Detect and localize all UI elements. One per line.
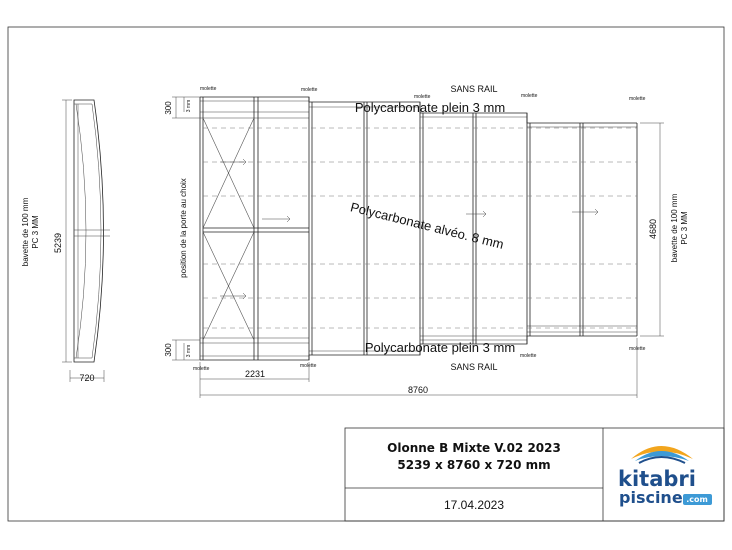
kitabri-logo (618, 446, 712, 507)
side-label-line1: bavette de 100 mm (21, 197, 30, 267)
logo-text-piscine: piscine (619, 488, 683, 507)
dim-3mm-bottom: 3 mm (186, 344, 192, 358)
door-bracing (203, 118, 309, 340)
side-label-line2: PC 3 MM (31, 215, 40, 249)
side-profile-outer (74, 100, 104, 362)
dim-300-bottom: 300 (164, 343, 173, 357)
drawing-date: 17.04.2023 (443, 498, 505, 512)
molette-label: molette (629, 96, 646, 102)
side-view (21, 100, 110, 383)
molette-label: molette (520, 353, 537, 359)
door-width-dim: 2231 (244, 369, 266, 379)
side-width-dim: 720 (79, 373, 95, 383)
sans-rail-top: SANS RAIL (450, 84, 498, 94)
molette-label: molette (301, 87, 318, 93)
right-label-line1: bavette de 100 mm (670, 193, 679, 263)
molette-label: molette (521, 93, 538, 99)
door-position-label: position de la porte au choix (179, 178, 188, 278)
front-view (164, 84, 689, 398)
handle-arrows (220, 159, 598, 299)
molette-label: molette (200, 86, 217, 92)
project-title: Olonne B Mixte V.02 2023 (387, 441, 561, 455)
right-height-dim: 4680 (648, 218, 658, 240)
project-dimensions: 5239 x 8760 x 720 mm (397, 458, 551, 472)
sans-rail-bottom: SANS RAIL (450, 362, 498, 372)
side-height-dim: 5239 (53, 232, 63, 254)
poly-bottom-label: Polycarbonate plein 3 mm (364, 340, 516, 355)
right-label-line2: PC 3 MM (680, 211, 689, 245)
poly-top-label: Polycarbonate plein 3 mm (354, 100, 506, 115)
molette-label: molette (300, 363, 317, 369)
dim-300-top: 300 (164, 101, 173, 115)
dim-3mm-top: 3 mm (186, 99, 192, 113)
molette-label: molette (193, 366, 210, 372)
total-width-dim: 8760 (407, 385, 429, 395)
molette-label: molette (414, 94, 431, 100)
poly-middle-label: Polycarbonate alvéo. 8 mm (348, 199, 506, 252)
logo-text-kitabri: kitabri (618, 467, 696, 491)
logo-com-text: .com (686, 495, 708, 504)
molette-label: molette (629, 346, 646, 352)
